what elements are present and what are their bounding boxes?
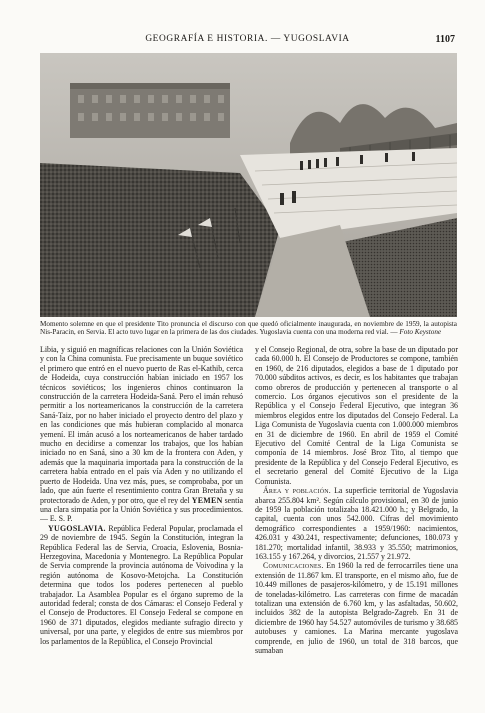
paragraph	[255, 561, 458, 655]
communications-heading: Comunicaciones.	[263, 561, 324, 571]
paragraph-text: y el Consejo Regional, de otra, sobre la base de un diputado por cada 60.000 h. El Consejo de Productores se compone, también en 1960, de 216 diputados, elegidos a base de 1 diputado por 70.000 súbditos activos, es decir, es los habitantes que trabajan como obreros de producción y pertenecen al transporte o al comercio. Los órganos ejecutivos son el presidente de la República y el Consejo Federal Ejecutivo, que integran 36 miembros elegidos entre los diputados del Consejo Federal. La Liga Comunista de Yugoslavia cuenta con 1.000.000 miembros en 31 de diciembre de 1960. En abril de 1959 el Comité Ejecutivo del Comité Central de la Liga Comunista se componía de 14 miembros. José Broz Tito, al tiempo que presidente de la República y del Consejo Federal Ejecutivo, es el secretario general del Comité Ejecutivo de la Liga Comunista.	[255, 345, 458, 486]
news-photograph	[40, 53, 457, 317]
crowd-at-highway-inauguration-image	[40, 53, 457, 317]
paragraph-text: República Federal Popular, proclamada el 29 de noviembre de 1945. Según la Constitución, integran la República Federal las de Servia, Croacia, Eslovenia, Bosnia-Herzegovina, Macedonia y Montenegro. La República Popular de Servia comprende la provincia autónoma de Voivodina y la región autónoma de Kosovo-Metojcha. La Constitución determina que todos los poderes pertenecen al pueblo trabajador. La Asamblea Popular es el órgano supremo de la autoridad federal; consta de dos Cámaras: el Consejo Federal y el Consejo de Productores. El Consejo Federal se compone en 1960 de 371 diputados, elegidos mediante sufragio directo y universal, por una parte, y elegidos de entre sus miembros por los parlamentos de la República, el Consejo Provincial	[40, 523, 243, 646]
left-column	[40, 345, 243, 701]
paragraph-text: sentía una clara simpatía por la Unión Soviética y sus procedimientos. — E. S. P.	[40, 495, 243, 524]
running-title: GEOGRAFÍA E HISTORIA. — YUGOSLAVIA	[145, 34, 350, 44]
paragraph-text: Libia, y siguió en magníficas relaciones con la Unión Soviética y con la China comunista. Fue precisamente un buque soviético el primero que entró en el nuevo puerto de Ras el-Kathib, cerca de Hodeida, cuya construcción habían iniciado en 1957 los técnicos soviéticos; los ingenieros chinos continuaron la construcción de la carretera Hodeida-Saná. Pero el imán rehusó permitir a los norteamericanos la construcción de la carretera Saná-Taiz, por no haber iniciado el proyecto dentro del plazo y en las condiciones que más hubieran complacido al monarca yemení. El imán acusó a los norteamericanos de haber tardado mucho en decidirse a comenzar los trabajos, que los habían iniciado no en Saná, sino a 30 km de la frontera con Aden, y además que la maquinaria importada para la construcción de la carretera había entrado en el país vía Aden y no utilizando el puerto de Hodeida. Una vez más, pues, se comprobaba, por un lado, que aún fuerte el resentimiento contra Gran Bretaña y su protectorado de Aden, y por otro, que el rey del	[40, 345, 243, 505]
area-heading: Área y población.	[263, 486, 331, 496]
paragraph	[255, 345, 458, 486]
paragraph-text: En 1960 la red de ferrocarriles tiene una extensión de 11.867 km. El transporte, en el mismo año, fue de 10.449 millones de pasajeros-kilómetro, y de 15.191 millones de toneladas-kilómetro. Las carreteras con firme de macadán totalizan una extensión de 6.760 km, y las asfaltadas, 50.602, incluidos 382 de la autopista Belgrado-Zagreb. En 31 de diciembre de 1960 hay 54.527 automóviles de turismo y 38.685 autobuses y camiones. La Marina mercante yugoslava comprende, en julio de 1960, un total de 318 barcos, que sumaban	[255, 561, 458, 655]
paragraph	[40, 524, 243, 646]
paragraph	[255, 486, 458, 561]
country-name: YEMEN	[191, 495, 223, 505]
page-number: 1107	[435, 34, 455, 45]
paragraph	[40, 345, 243, 524]
photo-credit: Foto Keystone	[399, 328, 442, 337]
section-title: YUGOSLAVIA.	[48, 523, 106, 533]
paragraph-text: La superficie territorial de Yugoslavia abarca 255.804 km². Según cálculo provisional, en 30 de junio de 1959 la población totalizaba 18.421.000 h.; y Belgrado, la capital, cuenta con unos 542.000. Cifras del movimiento demográfico correspondientes a 1959/1960: nacimientos, 426.031 y 430.241, respectivamente; defunciones, 180.073 y 181.270; mortalidad infantil, 38.933 y 35.550; matrimonios, 163.155 y 167.264, y divorcios, 21.557 y 21.972.	[255, 486, 458, 561]
right-column	[255, 345, 458, 701]
caption-text: Momento solemne en que el presidente Tito pronuncia el discurso con que quedó oficialmente inaugurada, en noviembre de 1959, la autopista Nis-Paracin, en Servia. El acto tuvo lugar en la primera de las dos ciudades. Yugoslavia cuenta con una moderna red vial. —	[40, 320, 457, 337]
page-header	[40, 34, 455, 48]
photo-caption	[40, 320, 457, 336]
